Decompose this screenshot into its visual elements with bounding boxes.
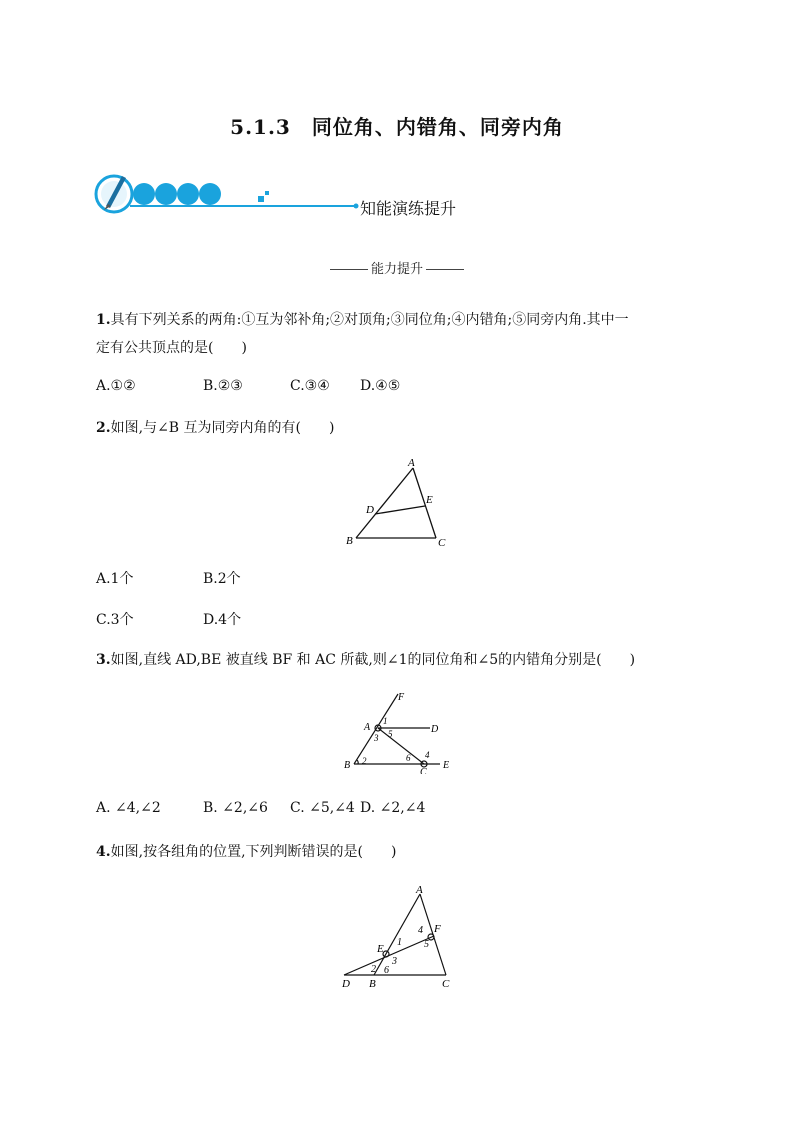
q1-number: 1. (96, 312, 111, 328)
q3-label-b: B (344, 760, 351, 771)
q4-figure (336, 884, 466, 992)
q4-label-d: D (342, 978, 350, 990)
q2-label-d: D (366, 504, 374, 516)
q3-option-b: B. ∠2,∠6 (203, 800, 268, 816)
q4-number: 4. (96, 844, 111, 860)
q2-label-c: C (438, 537, 446, 549)
q3-option-a: A. ∠4,∠2 (96, 800, 161, 816)
q2-text: 如图,与∠B 互为同旁内角的有( ) (110, 420, 335, 436)
q3-label-e: E (443, 760, 450, 771)
question-4 (96, 842, 396, 862)
banner-text: 知能演练提升 (360, 199, 457, 218)
q1-option-a: A.①② (96, 378, 136, 394)
question-3 (96, 650, 635, 670)
page-title: 5.1.3 同位角、内错角、同旁内角 (230, 115, 564, 139)
q2-label-a: A (408, 457, 415, 469)
q2-option-b: B.2个 (203, 571, 241, 587)
q3-angle-5: 5 (388, 729, 393, 739)
q4-angle-4: 4 (418, 925, 423, 936)
section-label-text: 能力提升 (370, 262, 423, 277)
q4-angle-2: 2 (371, 964, 376, 975)
question-1 (96, 310, 706, 330)
q3-angle-1: 1 (383, 716, 388, 726)
q2-option-c: C.3个 (96, 612, 134, 628)
q1-line1: 具有下列关系的两角:①互为邻补角;②对顶角;③同位角;④内错角;⑤同旁内角.其中一 (110, 312, 629, 328)
q2-figure (340, 452, 460, 554)
q4-label-c: C (442, 978, 450, 990)
q3-label-f: F (398, 692, 405, 703)
q4-angle-6: 6 (384, 965, 389, 976)
q2-label-e: E (426, 494, 433, 506)
q4-label-f: F (434, 923, 441, 935)
q4-text: 如图,按各组角的位置,下列判断错误的是( ) (110, 844, 397, 860)
q4-label-e: E (377, 943, 384, 955)
q2-option-d: D.4个 (203, 612, 242, 628)
q1-option-c: C.③④ (290, 378, 330, 394)
q4-angle-3: 3 (392, 956, 397, 967)
q4-label-a: A (416, 884, 423, 896)
dash-left (330, 269, 368, 270)
q2-option-a: A.1个 (96, 571, 134, 587)
pen-circle-icon (96, 176, 132, 212)
q3-option-c: C. ∠5,∠4 (290, 800, 355, 816)
q2-label-b: B (346, 535, 353, 547)
q3-label-a: A (364, 722, 371, 733)
section-label (0, 258, 794, 277)
q3-number: 3. (96, 652, 111, 668)
q4-label-b: B (369, 978, 376, 990)
q4-angle-1: 1 (397, 937, 402, 948)
question-1-line2: 定有公共顶点的是( ) (96, 340, 247, 356)
dash-right (426, 269, 464, 270)
q3-angle-4: 4 (425, 750, 430, 760)
q3-angle-3: 3 (374, 733, 379, 743)
question-2 (96, 418, 334, 438)
q1-option-b: B.②③ (203, 378, 243, 394)
q3-figure (340, 688, 460, 774)
q3-option-d: D. ∠2,∠4 (360, 800, 426, 816)
q4-angle-5: 5 (424, 939, 429, 950)
q2-number: 2. (96, 420, 111, 436)
q3-label-d: D (431, 724, 439, 735)
q3-angle-2: 2 (362, 756, 367, 766)
q1-option-d: D.④⑤ (360, 378, 401, 394)
q3-label-c: C (420, 767, 427, 774)
q3-text: 如图,直线 AD,BE 被直线 BF 和 AC 所截,则∠1的同位角和∠5的内错角分别是( ) (110, 652, 636, 668)
q3-angle-6: 6 (406, 753, 411, 763)
